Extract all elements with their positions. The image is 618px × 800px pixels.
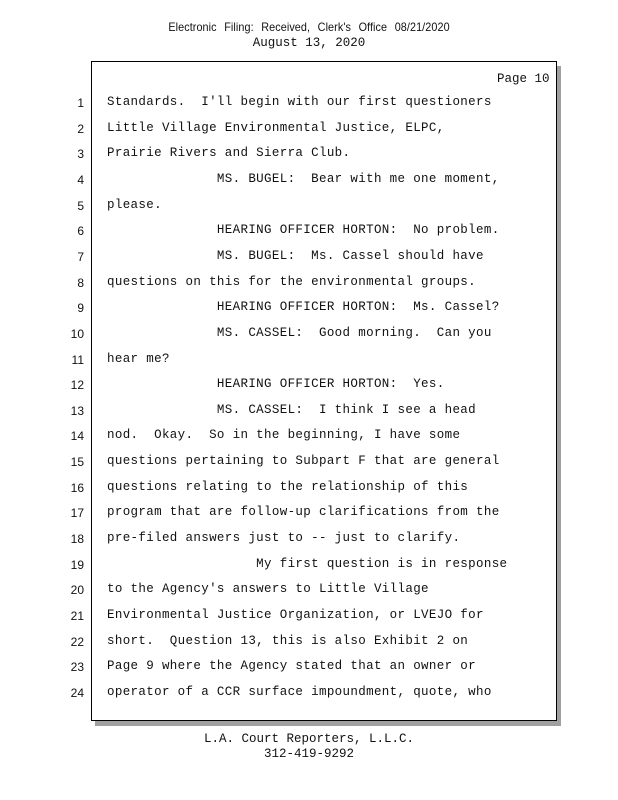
line-text: nod. Okay. So in the beginning, I have some — [107, 428, 461, 443]
line-text: questions on this for the environmental groups. — [107, 274, 477, 289]
transcript-line — [0, 577, 618, 603]
transcript-line — [0, 218, 618, 244]
line-number: 14 — [70, 429, 84, 444]
transcript-line — [0, 90, 618, 116]
transcript-line — [0, 321, 618, 347]
reporter-company: L.A. Court Reporters, L.L.C. — [203, 732, 415, 746]
page-number: Page 10 — [497, 72, 550, 86]
transcript-line — [0, 398, 618, 424]
line-number: 6 — [77, 224, 84, 239]
transcript-line — [0, 603, 618, 629]
line-number: 4 — [77, 172, 84, 187]
line-text: HEARING OFFICER HORTON: Ms. Cassel? — [107, 300, 500, 315]
line-number: 24 — [70, 685, 84, 700]
transcript-line — [0, 116, 618, 142]
transcript-line — [0, 347, 618, 373]
reporter-phone: 312-419-9292 — [263, 747, 354, 761]
transcript-line — [0, 193, 618, 219]
transcript-line — [0, 526, 618, 552]
line-number: 13 — [70, 403, 84, 418]
transcript-line — [0, 475, 618, 501]
line-text: Standards. I'll begin with our first questioners — [107, 95, 492, 109]
line-number: 3 — [77, 147, 84, 162]
line-number: 17 — [70, 506, 84, 521]
line-text: please. — [107, 197, 162, 212]
line-text: short. Question 13, this is also Exhibit 2 on — [107, 633, 469, 648]
transcript-line — [0, 167, 618, 193]
hearing-date: August 13, 2020 — [252, 36, 366, 50]
line-text: MS. CASSEL: I think I see a head — [107, 402, 477, 417]
line-number: 10 — [70, 326, 84, 341]
transcript-line — [0, 295, 618, 321]
line-number: 20 — [70, 583, 84, 598]
line-number: 7 — [77, 249, 84, 264]
line-text: HEARING OFFICER HORTON: No problem. — [107, 223, 500, 238]
transcript-line — [0, 372, 618, 398]
line-text: program that are follow-up clarifications from the — [107, 505, 500, 520]
transcript-line — [0, 680, 618, 706]
line-number: 12 — [70, 378, 84, 393]
line-number: 2 — [77, 121, 84, 136]
line-number: 21 — [70, 609, 84, 623]
line-text: HEARING OFFICER HORTON: Yes. — [107, 377, 445, 392]
line-text: questions relating to the relationship of this — [107, 479, 469, 494]
line-number: 8 — [77, 275, 84, 290]
line-number: 16 — [70, 480, 84, 495]
transcript-line — [0, 270, 618, 296]
line-number: 19 — [70, 557, 84, 572]
line-number: 11 — [71, 352, 84, 367]
filing-stamp: Electronic Filing: Received, Clerk's Office 08/21/2020 — [168, 20, 450, 34]
transcript-line — [0, 244, 618, 270]
line-text: MS. BUGEL: Ms. Cassel should have — [107, 248, 484, 263]
transcript-line — [0, 423, 618, 449]
transcript-line — [0, 552, 618, 578]
line-text: hear me? — [107, 351, 170, 366]
line-text: Environmental Justice Organization, or LVEJO for — [107, 608, 484, 622]
transcript-line — [0, 500, 618, 526]
line-number: 22 — [70, 634, 84, 649]
line-text: MS. CASSEL: Good morning. Can you — [107, 325, 492, 340]
line-text: My first question is in response — [107, 556, 508, 571]
line-number: 18 — [70, 532, 84, 547]
line-number: 15 — [70, 455, 84, 470]
transcript-line — [0, 141, 618, 167]
transcript-line — [0, 654, 618, 680]
line-text: to the Agency's answers to Little Village — [107, 582, 429, 597]
footer — [0, 732, 618, 762]
line-text: pre-filed answers just to -- just to clarify. — [107, 531, 461, 546]
line-text: Prairie Rivers and Sierra Club. — [107, 146, 351, 161]
line-text: questions pertaining to Subpart F that are general — [107, 454, 500, 469]
line-text: MS. BUGEL: Bear with me one moment, — [107, 171, 500, 186]
line-text: operator of a CCR surface impoundment, quote, who — [107, 684, 492, 699]
line-text: Page 9 where the Agency stated that an owner or — [107, 659, 477, 674]
line-number: 23 — [70, 660, 84, 675]
line-text: Little Village Environmental Justice, ELPC, — [107, 120, 445, 135]
line-number: 9 — [77, 301, 84, 316]
line-number: 1 — [77, 96, 84, 110]
line-number: 5 — [77, 198, 84, 213]
transcript-line — [0, 449, 618, 475]
transcript-line — [0, 629, 618, 655]
